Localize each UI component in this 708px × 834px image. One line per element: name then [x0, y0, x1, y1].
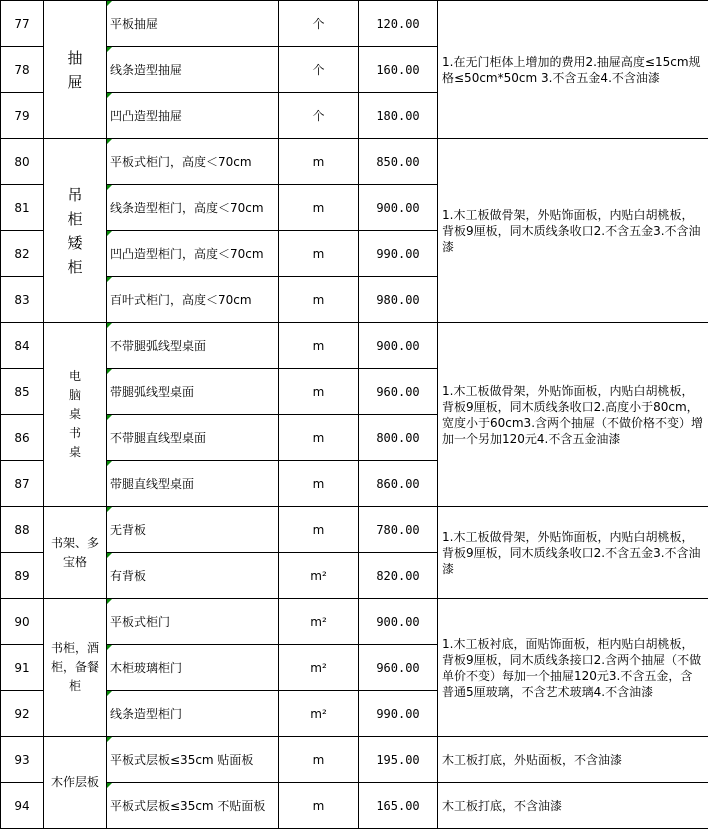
item-name: 带腿弧线型桌面 [107, 369, 279, 415]
price-cell: 165.00 [359, 783, 438, 829]
price-cell: 960.00 [359, 645, 438, 691]
row-number: 93 [1, 737, 44, 783]
item-name: 平板式层板≤35cm 不贴面板 [107, 783, 279, 829]
unit-cell: m [279, 323, 359, 369]
price-cell: 180.00 [359, 93, 438, 139]
category-cell [44, 599, 107, 737]
price-cell: 780.00 [359, 507, 438, 553]
table-row [1, 507, 708, 553]
unit-cell: m [279, 507, 359, 553]
category-label: 电脑桌 书桌 [68, 369, 81, 459]
note-cell: 木工板打底，外贴面板，不含油漆 [438, 737, 708, 783]
category-cell [44, 1, 107, 139]
row-number: 79 [1, 93, 44, 139]
item-name: 凹凸造型抽屉 [107, 93, 279, 139]
price-cell: 900.00 [359, 599, 438, 645]
item-name: 有背板 [107, 553, 279, 599]
item-name: 木柜玻璃柜门 [107, 645, 279, 691]
unit-cell: m [279, 737, 359, 783]
row-number: 84 [1, 323, 44, 369]
unit-cell: m [279, 185, 359, 231]
price-cell: 900.00 [359, 323, 438, 369]
category-label: 书柜，酒柜，备餐柜 [51, 641, 100, 693]
note-cell: 1.木工板做骨架，外贴饰面板，内贴白胡桃板，背板9厘板，同木质线条收口2.高度小于80cm，宽度小于60cm3.含两个抽屉（不做价格不变）增加一个另加120元4.不含五金油漆 [438, 323, 708, 507]
item-name: 平板抽屉 [107, 1, 279, 47]
item-name: 无背板 [107, 507, 279, 553]
item-name: 平板式柜门 [107, 599, 279, 645]
row-number: 86 [1, 415, 44, 461]
price-cell: 980.00 [359, 277, 438, 323]
price-cell: 120.00 [359, 1, 438, 47]
price-cell: 990.00 [359, 691, 438, 737]
price-cell: 195.00 [359, 737, 438, 783]
item-name: 不带腿弧线型桌面 [107, 323, 279, 369]
category-label: 吊柜 矮柜 [67, 185, 83, 276]
row-number: 88 [1, 507, 44, 553]
table-row [1, 1, 708, 47]
row-number: 82 [1, 231, 44, 277]
price-cell: 850.00 [359, 139, 438, 185]
price-cell: 900.00 [359, 185, 438, 231]
item-name: 平板式层板≤35cm 贴面板 [107, 737, 279, 783]
table-row [1, 139, 708, 185]
unit-cell: 个 [279, 1, 359, 47]
unit-cell: m [279, 369, 359, 415]
item-name: 凹凸造型柜门，高度＜70cm [107, 231, 279, 277]
note-cell: 1.木工板做骨架，外贴饰面板，内贴白胡桃板，背板9厘板，同木质线条收口2.不含五金3.不含油漆 [438, 507, 708, 599]
unit-cell: m² [279, 645, 359, 691]
category-label: 书架、多宝格 [50, 535, 99, 569]
row-number: 80 [1, 139, 44, 185]
price-cell: 860.00 [359, 461, 438, 507]
row-number: 90 [1, 599, 44, 645]
price-cell: 960.00 [359, 369, 438, 415]
unit-cell: m [279, 783, 359, 829]
row-number: 81 [1, 185, 44, 231]
category-label: 抽屉 [67, 48, 83, 91]
category-cell [44, 323, 107, 507]
row-number: 89 [1, 553, 44, 599]
category-cell [44, 139, 107, 323]
category-label: 木作层板 [50, 775, 99, 789]
unit-cell: 个 [279, 93, 359, 139]
unit-cell: m [279, 231, 359, 277]
note-cell: 1.木工板做骨架，外贴饰面板，内贴白胡桃板，背板9厘板，同木质线条收口2.不含五金3.不含油漆 [438, 139, 708, 323]
item-name: 线条造型抽屉 [107, 47, 279, 93]
unit-cell: m [279, 415, 359, 461]
item-name: 线条造型柜门，高度＜70cm [107, 185, 279, 231]
item-name: 带腿直线型桌面 [107, 461, 279, 507]
row-number: 85 [1, 369, 44, 415]
row-number: 91 [1, 645, 44, 691]
unit-cell: m [279, 461, 359, 507]
row-number: 83 [1, 277, 44, 323]
item-name: 不带腿直线型桌面 [107, 415, 279, 461]
price-cell: 800.00 [359, 415, 438, 461]
item-name: 线条造型柜门 [107, 691, 279, 737]
unit-cell: 个 [279, 47, 359, 93]
row-number: 87 [1, 461, 44, 507]
unit-cell: m² [279, 599, 359, 645]
table-row [1, 323, 708, 369]
unit-cell: m² [279, 691, 359, 737]
item-name: 平板式柜门，高度＜70cm [107, 139, 279, 185]
table-row [1, 783, 708, 829]
price-cell: 990.00 [359, 231, 438, 277]
note-cell: 1.木工板衬底，面贴饰面板，柜内贴白胡桃板，背板9厘板，同木质线条接口2.含两个抽屉（不做单价不变）每加一个抽屉120元3.不含五金，含普通5厘玻璃，不含艺术玻璃4.不含油漆 [438, 599, 708, 737]
table-row [1, 599, 708, 645]
row-number: 94 [1, 783, 44, 829]
price-cell: 820.00 [359, 553, 438, 599]
category-cell [44, 507, 107, 599]
unit-cell: m [279, 139, 359, 185]
row-number: 92 [1, 691, 44, 737]
table-row [1, 737, 708, 783]
unit-cell: m² [279, 553, 359, 599]
row-number: 78 [1, 47, 44, 93]
row-number: 77 [1, 1, 44, 47]
note-cell: 木工板打底，不含油漆 [438, 783, 708, 829]
category-cell [44, 737, 107, 829]
unit-cell: m [279, 277, 359, 323]
price-cell: 160.00 [359, 47, 438, 93]
item-name: 百叶式柜门，高度＜70cm [107, 277, 279, 323]
note-cell: 1.在无门柜体上增加的费用2.抽屉高度≤15cm规格≤50cm*50cm 3.不含五金4.不含油漆 [438, 1, 708, 139]
